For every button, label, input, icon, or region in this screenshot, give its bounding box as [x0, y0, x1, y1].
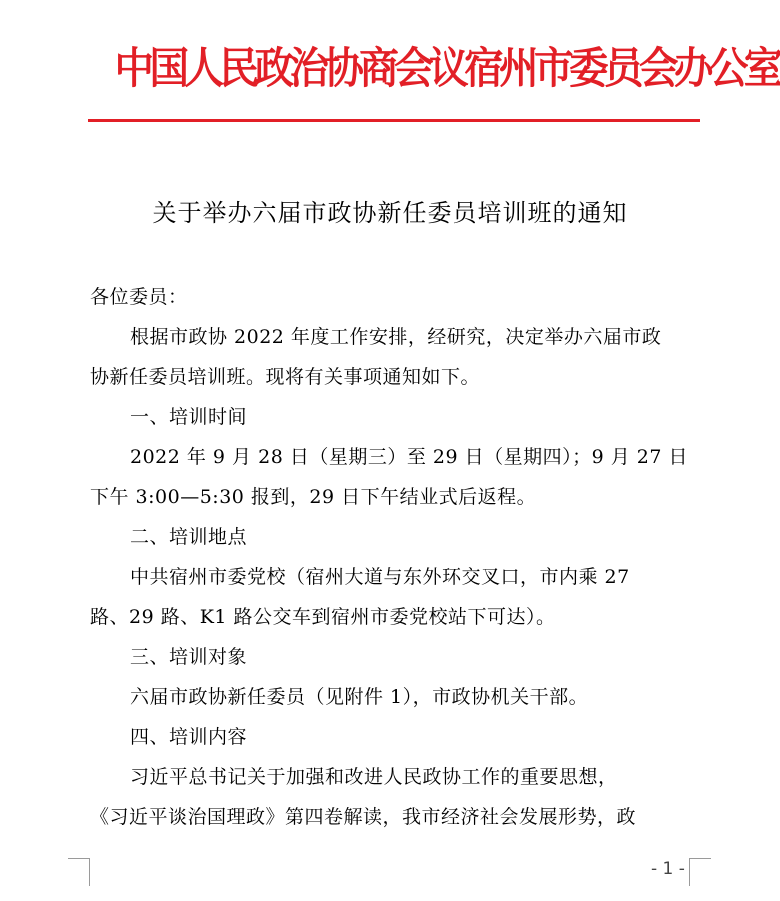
document-header-org-title: 中国人民政治协商会议宿州市委员会办公室	[114, 44, 779, 94]
paragraph-line: 《习近平谈治国理政》第四卷解读，我市经济社会发展形势，政	[90, 806, 637, 828]
section-heading-content: 四、培训内容	[130, 726, 248, 748]
salutation: 各位委员：	[90, 286, 188, 308]
crop-mark-left-vertical	[89, 858, 90, 886]
paragraph-line: 六届市政协新任委员（见附件 1），市政协机关干部。	[130, 686, 589, 708]
section-heading-location: 二、培训地点	[130, 526, 248, 548]
section-heading-time: 一、培训时间	[130, 406, 248, 428]
header-red-rule	[88, 119, 700, 122]
paragraph-line: 路、29 路、K1 路公交车到宿州市委党校站下可达）。	[90, 606, 556, 628]
crop-mark-left-horizontal	[68, 858, 90, 859]
paragraph-line: 协新任委员培训班。现将有关事项通知如下。	[90, 366, 481, 388]
document-body	[90, 277, 692, 837]
document-title: 关于举办六届市政协新任委员培训班的通知	[152, 199, 628, 227]
paragraph-line: 习近平总书记关于加强和改进人民政协工作的重要思想，	[130, 766, 618, 788]
crop-mark-right-vertical	[689, 858, 690, 886]
paragraph-line: 根据市政协 2022 年度工作安排，经研究，决定举办六届市政	[130, 326, 662, 348]
paragraph-line: 2022 年 9 月 28 日（星期三）至 29 日（星期四）；9 月 27 日	[130, 446, 688, 468]
paragraph-line: 中共宿州市委党校（宿州大道与东外环交叉口，市内乘 27	[130, 566, 630, 588]
crop-mark-right-horizontal	[689, 858, 711, 859]
section-heading-audience: 三、培训对象	[130, 646, 248, 668]
paragraph-line: 下午 3:00—5:30 报到，29 日下午结业式后返程。	[90, 486, 537, 508]
page-number: - 1 -	[651, 859, 685, 879]
